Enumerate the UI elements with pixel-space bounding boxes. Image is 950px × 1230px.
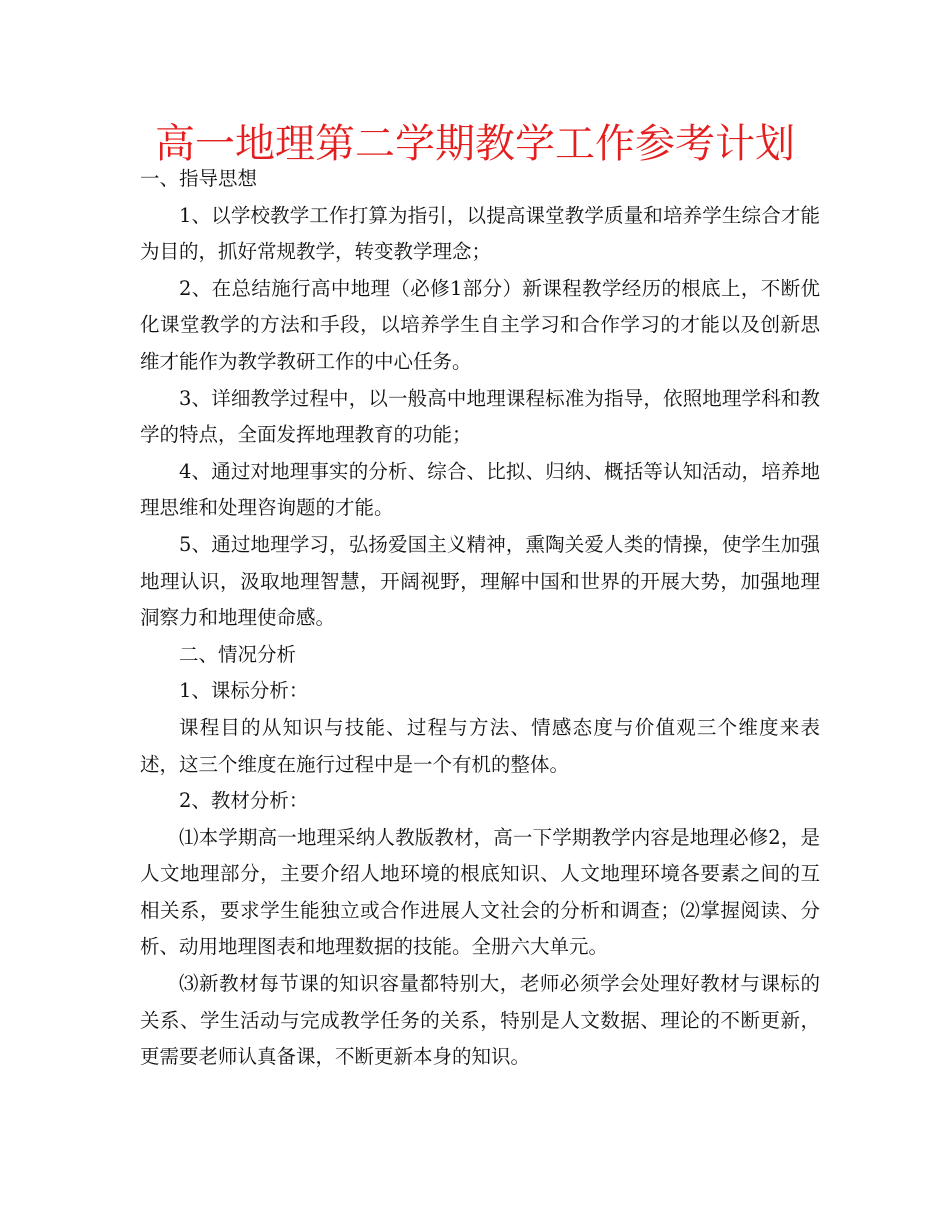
subheading-curriculum-analysis: 1、课标分析： (179, 679, 309, 703)
paragraph-textbook-3: ⑶新教材每节课的知识容量都特别大，老师必须学会处理好教材与课标的关系、学生活动与完成教学任务的关系，特别是人文数据、理论的不断更新，更需要老师认真备课，不断更新本身的知识。 (140, 972, 820, 1069)
paragraph-item-2: 2、在总结施行高中地理（必修1部分）新课程教学经历的根底上，不断优化课堂教学的方法和手段，以培养学生自主学习和合作学习的才能以及创新思维才能作为教学教研工作的中心任务。 (140, 276, 820, 373)
paragraph-item-1: 1、以学校教学工作打算为指引，以提高课堂教学质量和培养学生综合才能为目的，抓好常规教学，转变教学理念； (140, 203, 820, 264)
section-heading-situation-analysis: 二、情况分析 (179, 642, 297, 666)
section-heading-guiding-ideology: 一、指导思想 (140, 167, 258, 190)
subheading-textbook-analysis: 2、教材分析： (179, 789, 309, 813)
paragraph-item-3: 3、详细教学过程中，以一般高中地理课程标准为指导，依照地理学科和教学的特点，全面发挥地理教育的功能； (140, 386, 820, 447)
paragraph-item-5: 5、通过地理学习，弘扬爱国主义精神，熏陶关爱人类的情操，使学生加强地理认识，汲取地理智慧，开阔视野，理解中国和世界的开展大势，加强地理洞察力和地理使命感。 (140, 532, 820, 630)
paragraph-textbook-1: ⑴本学期高一地理采纳人教版教材，高一下学期教学内容是地理必修2，是人文地理部分，主要介绍人地环境的根底知识、人文地理环境各要素之间的互相关系，要求学生能独立或合作进展人文社会的分析和调查；⑵掌握阅读、分析、动用地理图表和地理数据的技能。全册六大单元。 (140, 825, 820, 959)
document-body (140, 161, 820, 1076)
document-title: 高一地理第二学期教学工作参考计划 (155, 121, 795, 167)
paragraph-curriculum-goals: 课程目的从知识与技能、过程与方法、情感态度与价值观三个维度来表述，这三个维度在施行过程中是一个有机的整体。 (140, 715, 820, 776)
paragraph-item-4: 4、通过对地理事实的分析、综合、比拟、归纳、概括等认知活动，培养地理思维和处理咨询题的才能。 (140, 459, 820, 520)
